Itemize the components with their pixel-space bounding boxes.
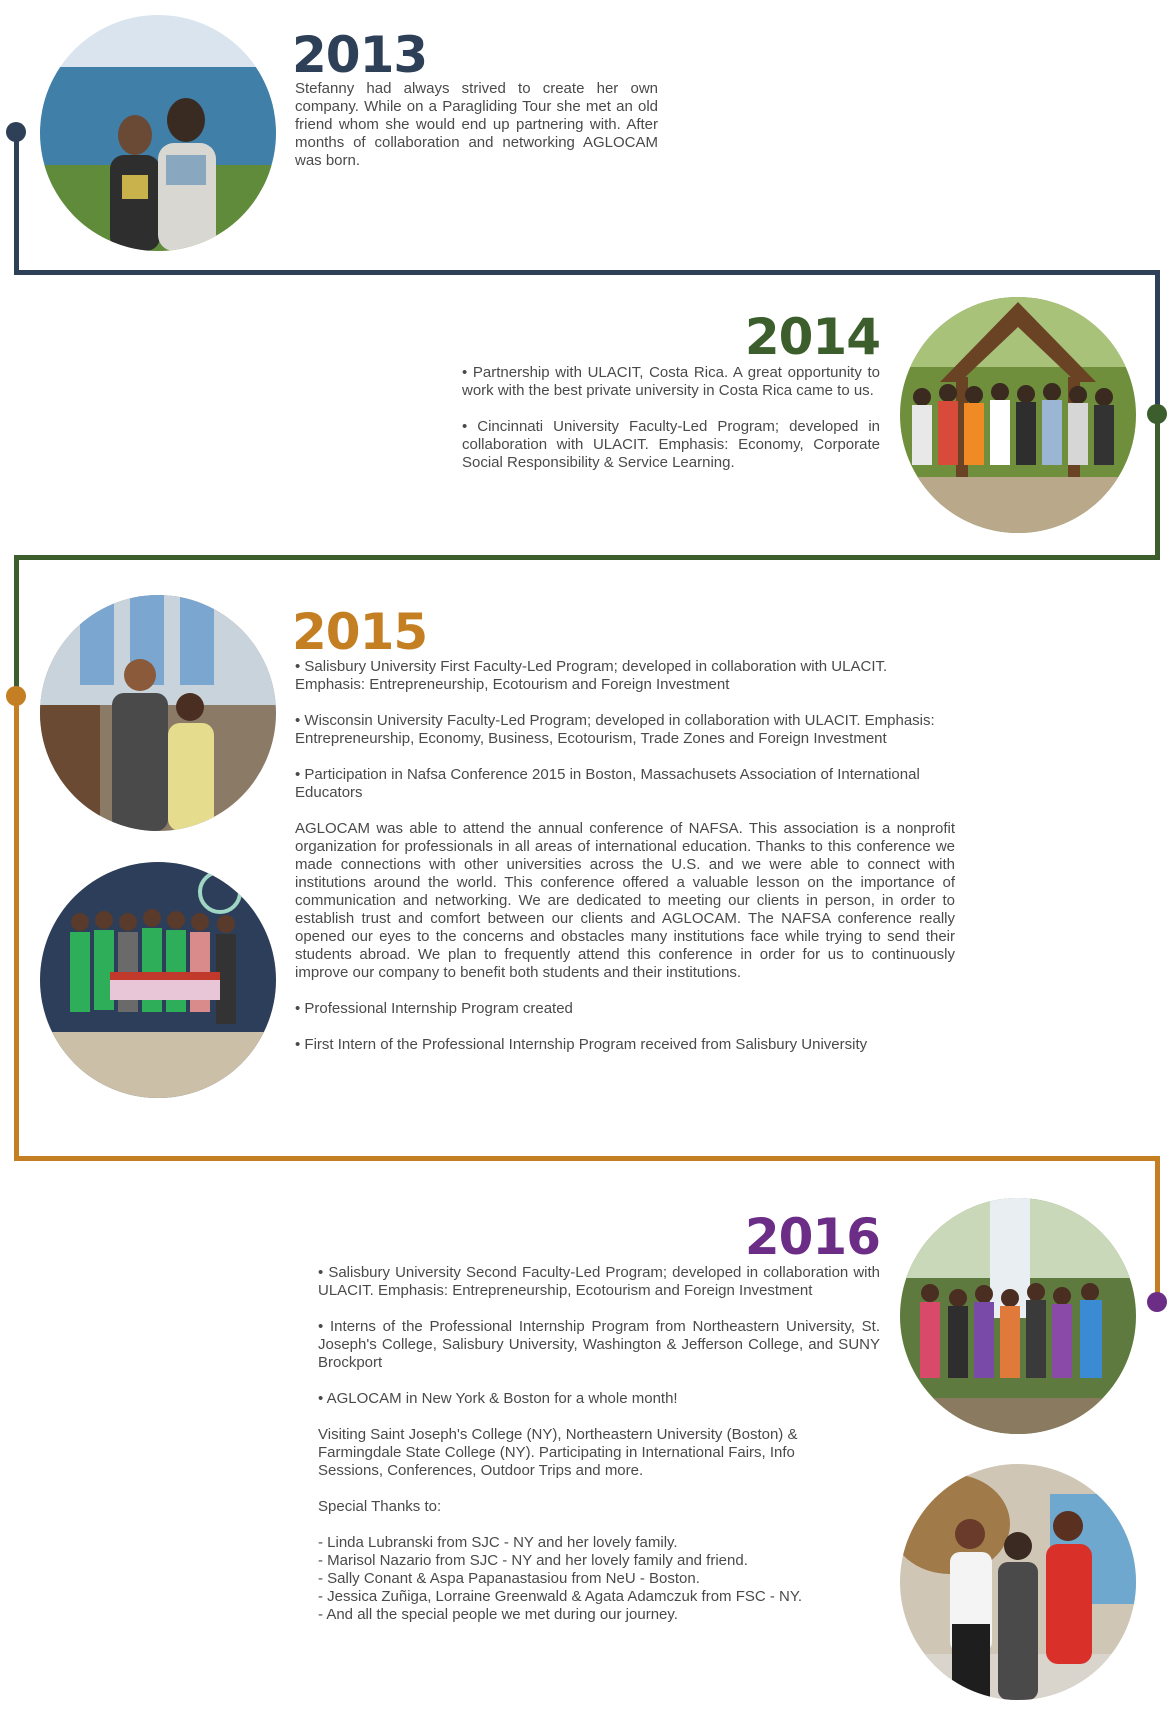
paragraph-2015-first-intern: • First Intern of the Professional Internship Program received from Salisbury University xyxy=(295,1036,868,1053)
photo-man-and-woman-at-conference xyxy=(40,595,276,831)
paragraph-block-2013 xyxy=(295,80,658,188)
paragraph-2015-salisbury-program: • Salisbury University First Faculty-Led Program; developed in collaboration with ULACIT. Emphasis: Entrepreneurship, Ecotourism and Foreign Investment xyxy=(295,658,888,693)
paragraph-2015-wisconsin-program: • Wisconsin University Faculty-Led Program; developed in collaboration with ULACIT. Emphasis: Entrepreneurship, Economy, Business, Ecotourism, Trade Zones and Foreign Investment xyxy=(295,712,935,747)
year-heading-2015: 2015 xyxy=(292,603,428,661)
timeline-line-2013-right xyxy=(1155,270,1160,410)
paragraph-2014-cincinnati-program: • Cincinnati University Faculty-Led Program; developed in collaboration with ULACIT. Emphasis: Economy, Corporate Social Responsibility & Service Learning. xyxy=(462,418,880,471)
timeline-line-2013-horizontal xyxy=(14,270,1160,275)
timeline-line-2014-horizontal xyxy=(14,555,1160,560)
timeline-dot-2016 xyxy=(1147,1292,1167,1312)
timeline-line-2014-right xyxy=(1155,410,1160,560)
year-heading-2014: 2014 xyxy=(744,308,880,366)
timeline-line-2015-horizontal xyxy=(14,1156,1160,1161)
year-heading-2016: 2016 xyxy=(744,1208,880,1266)
special-thanks-title: Special Thanks to: xyxy=(318,1498,442,1515)
timeline-dot-2014 xyxy=(1147,404,1167,424)
paragraph-block-2015 xyxy=(295,658,955,1072)
special-thanks-item: - Jessica Zuñiga, Lorraine Greenwald & Agata Adamczuk from FSC - NY. xyxy=(318,1588,803,1605)
timeline-line-2015-left xyxy=(14,695,19,1161)
paragraph-2013-founding: Stefanny had always strived to create her own company. While on a Paragliding Tour she met an old friend whom she would end up partnering with. After months of collaboration and networking AGLOCAM was born. xyxy=(295,80,658,169)
photo-group-with-banner xyxy=(40,862,276,1098)
paragraph-2014-ulacit-partnership: • Partnership with ULACIT, Costa Rica. A great opportunity to work with the best private university in Costa Rica came to us. xyxy=(462,364,880,399)
timeline-dot-2015 xyxy=(6,686,26,706)
paragraph-2015-internship-created: • Professional Internship Program created xyxy=(295,1000,573,1017)
special-thanks-item: - Marisol Nazario from SJC - NY and her lovely family and friend. xyxy=(318,1552,748,1569)
paragraph-block-2014 xyxy=(462,364,880,490)
photo-group-at-wooden-arch xyxy=(900,297,1136,533)
paragraph-2015-nafsa-participation: • Participation in Nafsa Conference 2015 in Boston, Massachusets Association of International Educators xyxy=(295,766,920,801)
paragraph-2016-salisbury-second-program: • Salisbury University Second Faculty-Led Program; developed in collaboration with ULACIT. Emphasis: Entrepreneurship, Ecotourism and Foreign Investment xyxy=(318,1264,880,1299)
timeline-line-2013-vertical xyxy=(14,132,19,275)
paragraph-2016-new-york-boston: • AGLOCAM in New York & Boston for a whole month! xyxy=(318,1390,678,1407)
special-thanks-item: - Linda Lubranski from SJC - NY and her lovely family. xyxy=(318,1534,678,1551)
photo-three-women xyxy=(900,1464,1136,1700)
paragraph-block-2016 xyxy=(318,1264,880,1624)
timeline-line-2015-right xyxy=(1155,1156,1160,1300)
paragraph-2016-visiting-colleges: Visiting Saint Joseph's College (NY), Northeastern University (Boston) & Farmingdale State College (NY). Participating in International Fairs, Info Sessions, Conferences, Outdoor Trips and more. xyxy=(318,1426,798,1479)
special-thanks-item: - Sally Conant & Aspa Papanastasiou from NeU - Boston. xyxy=(318,1570,700,1587)
photo-two-women-by-sea xyxy=(40,15,276,251)
timeline-line-2014-left xyxy=(14,555,19,695)
special-thanks-block xyxy=(318,1498,880,1624)
year-heading-2013: 2013 xyxy=(292,26,428,84)
special-thanks-item: - And all the special people we met during our journey. xyxy=(318,1606,678,1623)
photo-group-at-waterfall xyxy=(900,1198,1136,1434)
paragraph-2015-nafsa-description: AGLOCAM was able to attend the annual conference of NAFSA. This association is a nonprofit organization for professionals in all areas of international education. Thanks to this conference we made connections with other universities across the U.S. and we were able to connect with institutions around the world. This conference offered a valuable lesson on the importance of communication and networking. We are dedicated to meeting our clients in person, in order to establish trust and comfort between our clients and AGLOCAM. The NAFSA conference really opened our eyes to the concerns and obstacles many institutions face while trying to send their students abroad. We plan to frequently attend this conference in order for us to continuously improve our company to benefit both students and their institutions. xyxy=(295,820,955,981)
paragraph-2016-internship-interns: • Interns of the Professional Internship Program from Northeastern University, St. Joseph's College, Salisbury University, Washington & Jefferson College, and SUNY Brockport xyxy=(318,1318,880,1371)
timeline-dot-2013 xyxy=(6,122,26,142)
